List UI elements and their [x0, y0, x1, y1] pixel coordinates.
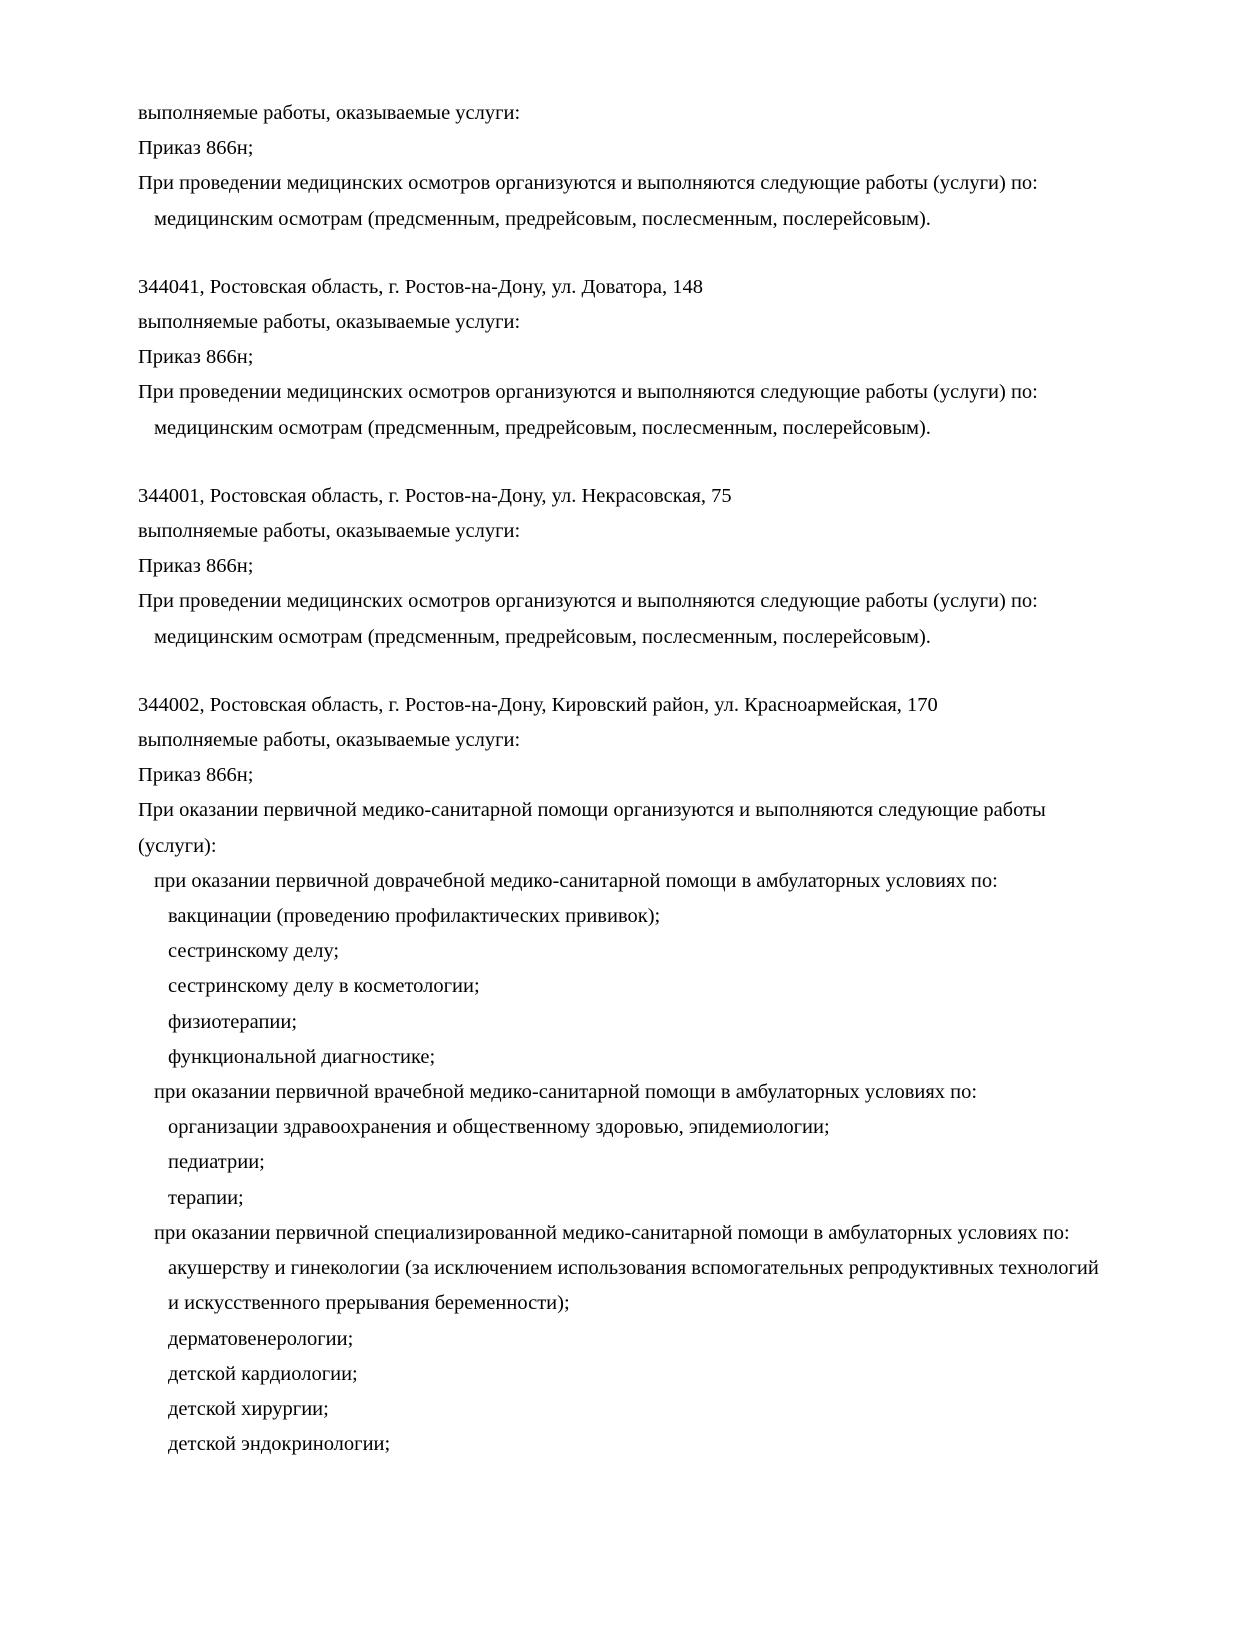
- paragraph: медицинским осмотрам (предсменным, предрейсовым, послесменным, послерейсовым).: [154, 416, 931, 439]
- block-nekrasovskaya-75: [138, 479, 1110, 655]
- paragraph: Приказ 866н;: [138, 346, 254, 369]
- paragraph: детской кардиологии;: [168, 1362, 358, 1385]
- paragraph: терапии;: [168, 1186, 244, 1209]
- paragraph: медицинским осмотрам (предсменным, предрейсовым, послесменным, послерейсовым).: [154, 207, 931, 230]
- paragraph: выполняемые работы, оказываемые услуги:: [138, 520, 521, 543]
- paragraph: сестринскому делу;: [168, 940, 340, 963]
- paragraph: функциональной диагностике;: [168, 1045, 436, 1068]
- paragraph: При проведении медицинских осмотров организуются и выполняются следующие работы (услуги) по:: [138, 381, 1038, 404]
- paragraph: дерматовенерологии;: [168, 1327, 354, 1350]
- document-body: [138, 96, 1110, 1462]
- paragraph: Приказ 866н;: [138, 555, 254, 578]
- paragraph: вакцинации (проведению профилактических прививок);: [168, 905, 661, 928]
- paragraph: 344002, Ростовская область, г. Ростов-на-Дону, Кировский район, ул. Красноармейская, 170: [138, 693, 938, 716]
- paragraph: выполняемые работы, оказываемые услуги:: [138, 311, 521, 334]
- paragraph: медицинским осмотрам (предсменным, предрейсовым, послесменным, послерейсовым).: [154, 625, 931, 648]
- block-continued: [138, 96, 1110, 237]
- paragraph: 344041, Ростовская область, г. Ростов-на-Дону, ул. Доватора, 148: [138, 275, 703, 298]
- paragraph: 344001, Ростовская область, г. Ростов-на-Дону, ул. Некрасовская, 75: [138, 484, 732, 507]
- paragraph: при оказании первичной врачебной медико-санитарной помощи в амбулаторных условиях по:: [154, 1081, 978, 1104]
- paragraph: выполняемые работы, оказываемые услуги:: [138, 102, 521, 124]
- paragraph: Приказ 866н;: [138, 764, 254, 787]
- paragraph: При проведении медицинских осмотров организуются и выполняются следующие работы (услуги) по:: [138, 172, 1038, 195]
- paragraph: детской хирургии;: [168, 1397, 329, 1420]
- block-dovatora-148: [138, 270, 1110, 446]
- block-krasnoarmeyskaya-170: [138, 688, 1110, 1462]
- paragraph: педиатрии;: [168, 1151, 265, 1174]
- paragraph: выполняемые работы, оказываемые услуги:: [138, 729, 521, 752]
- paragraph: Приказ 866н;: [138, 137, 254, 160]
- paragraph: организации здравоохранения и общественному здоровью, эпидемиологии;: [168, 1116, 830, 1139]
- paragraph: при оказании первичной доврачебной медико-санитарной помощи в амбулаторных условиях по:: [154, 869, 998, 892]
- paragraph: акушерству и гинекологии (за исключением использования вспомогательных репродуктивных технологий и искусственного прерывания беременности);: [168, 1257, 1104, 1315]
- paragraph: детской эндокринологии;: [168, 1433, 391, 1456]
- paragraph: при оказании первичной специализированной медико-санитарной помощи в амбулаторных условиях по:: [154, 1221, 1070, 1244]
- paragraph: физиотерапии;: [168, 1010, 298, 1033]
- paragraph: При проведении медицинских осмотров организуются и выполняются следующие работы (услуги) по:: [138, 590, 1038, 613]
- paragraph: сестринскому делу в косметологии;: [168, 975, 480, 998]
- paragraph: При оказании первичной медико-санитарной помощи организуются и выполняются следующие работы (услуги):: [138, 799, 1051, 857]
